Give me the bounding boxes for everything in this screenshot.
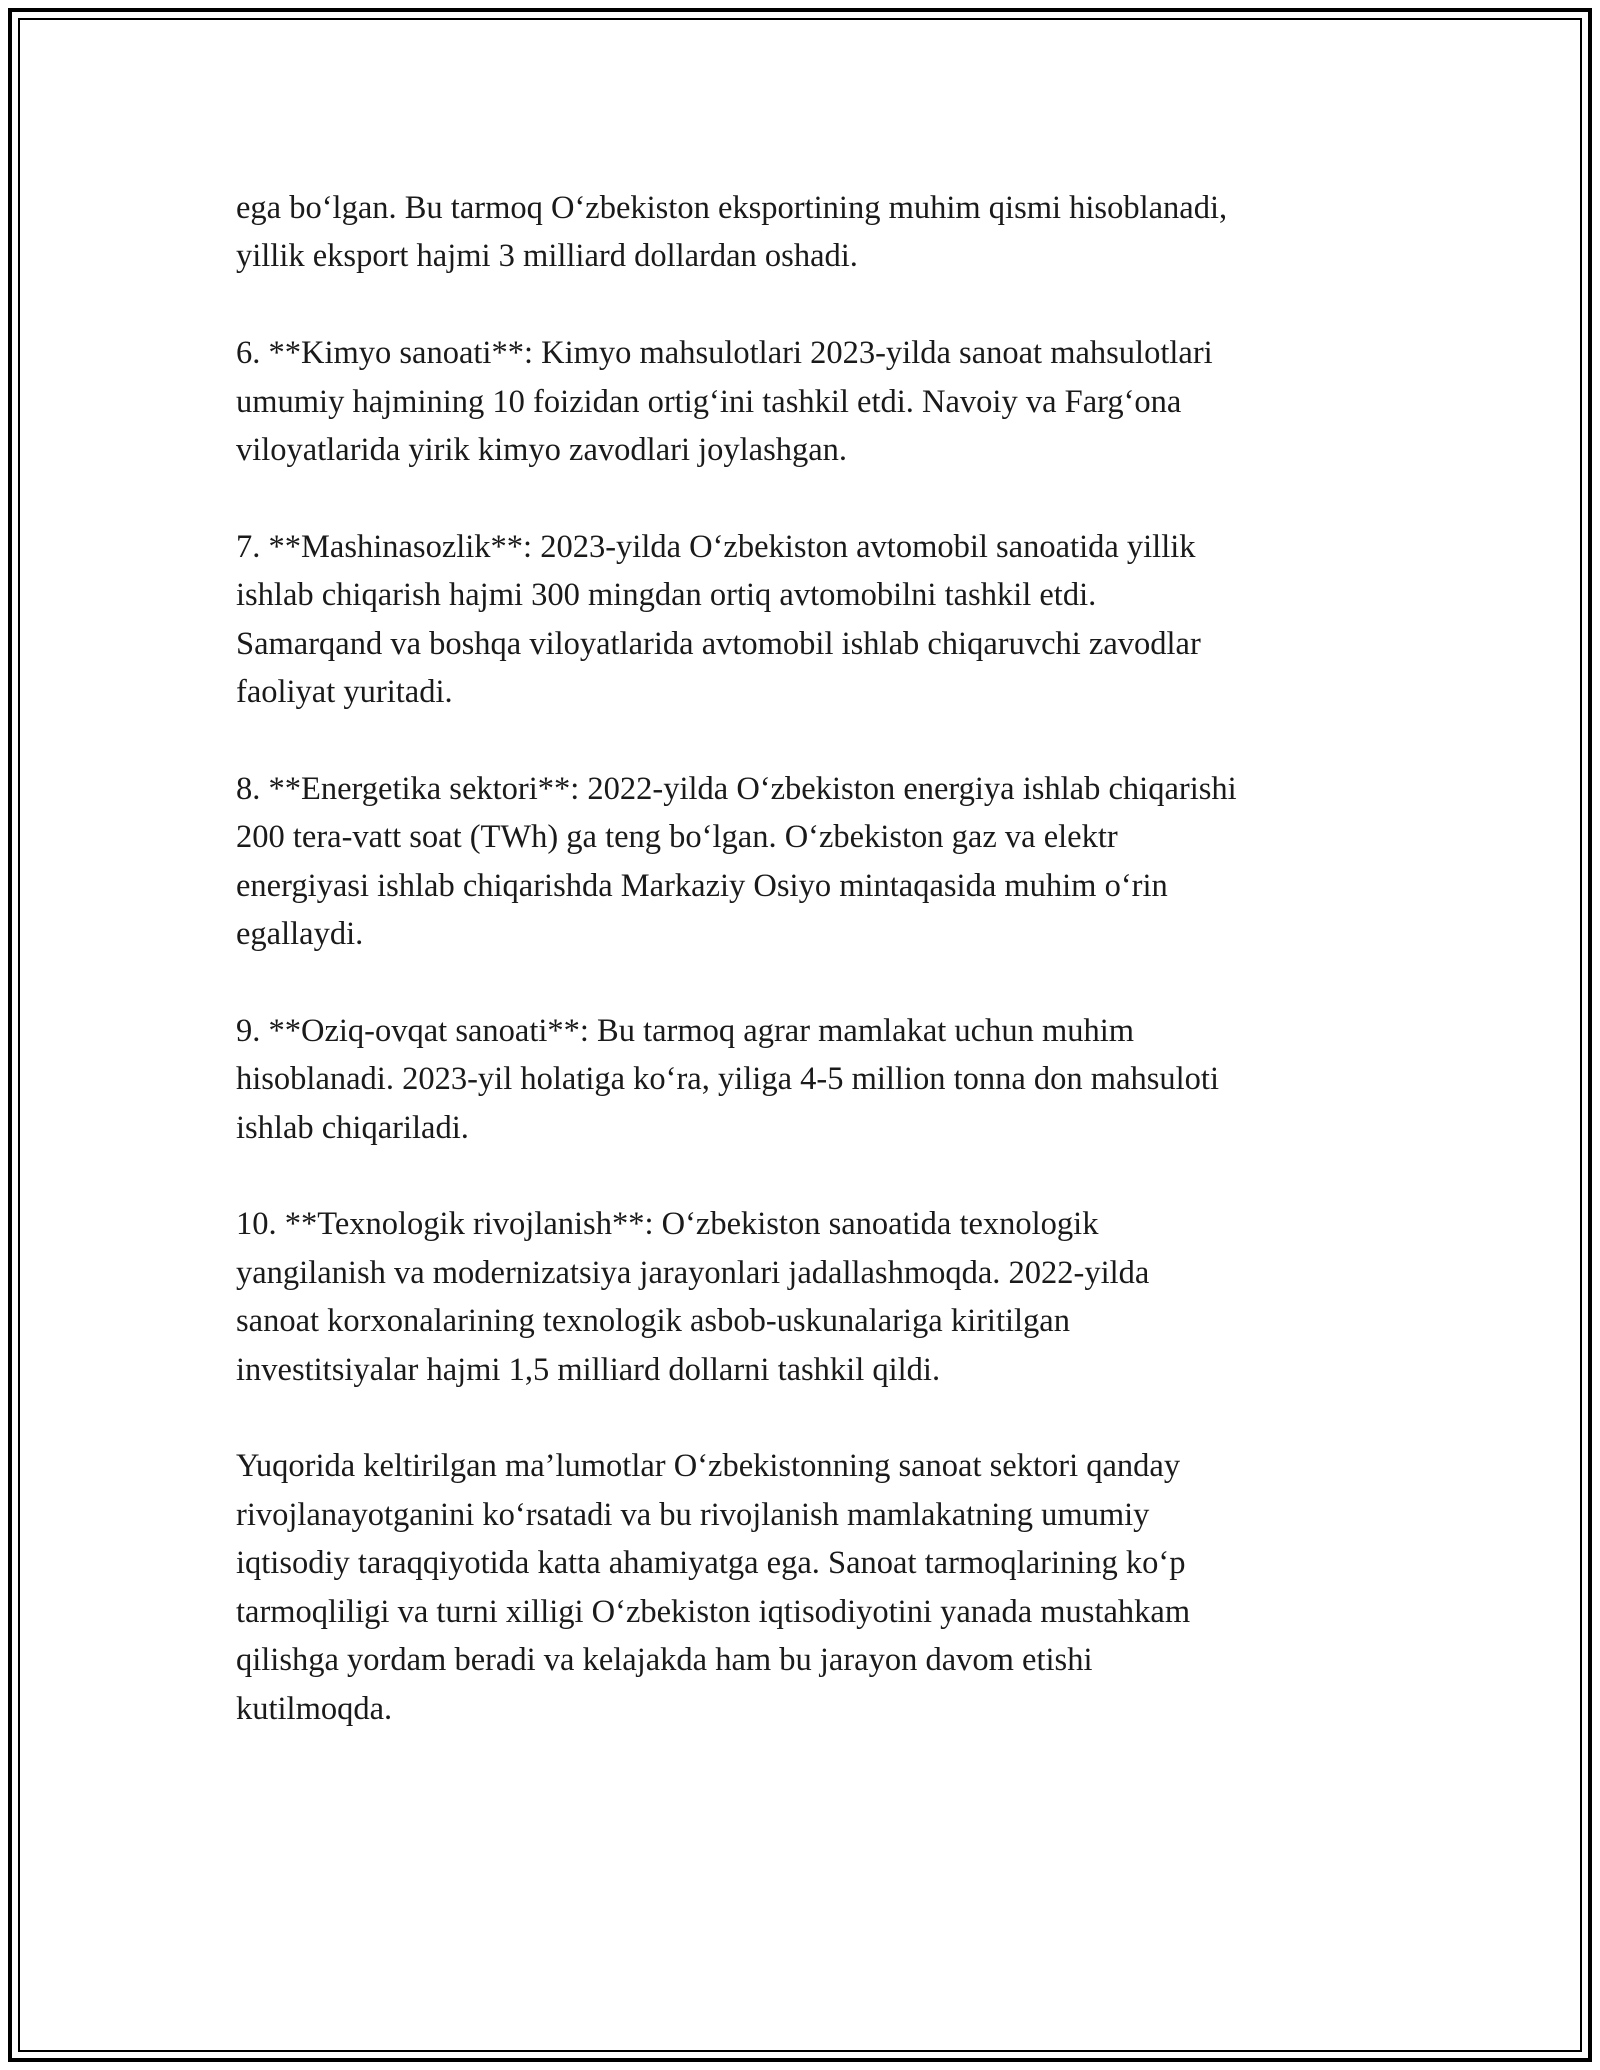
paragraph-chemical-industry: 6. **Kimyo sanoati**: Kimyo mahsulotlari 2023-yilda sanoat mahsulotlari umumiy hajmining 10 foizidan ortig‘ini tashkil etdi. Navoiy va Farg‘ona viloyatlarida yirik kimyo zavodlari joylashgan. <box>236 335 1213 469</box>
paragraph-export-continuation: ega bo‘lgan. Bu tarmoq O‘zbekiston eksportining muhim qismi hisoblanadi, yillik eksport hajmi 3 milliard dollardan oshadi. <box>236 190 1228 275</box>
paragraph-mechanical-engineering: 7. **Mashinasozlik**: 2023-yilda O‘zbekiston avtomobil sanoatida yillik ishlab chiqarish hajmi 300 mingdan ortiq avtomobilni tashkil etdi. Samarqand va boshqa viloyatlarida avtomobil ishlab chiqaruvchi zavodlar faoliyat yuritadi. <box>236 528 1201 711</box>
document-body <box>236 184 1386 1781</box>
paragraph-energy-sector: 8. **Energetika sektori**: 2022-yilda O‘zbekiston energiya ishlab chiqarishi 200 tera-vatt soat (TWh) ga teng bo‘lgan. O‘zbekiston gaz va elektr energiyasi ishlab chiqarishda Markaziy Osiyo mintaqasida muhim o‘rin egallaydi. <box>236 770 1237 953</box>
paragraph-technological-development: 10. **Texnologik rivojlanish**: O‘zbekiston sanoatida texnologik yangilanish va modernizatsiya jarayonlari jadallashmoqda. 2022-yilda sanoat korxonalarining texnologik asbob-uskunalariga kiritilgan investitsiyalar hajmi 1,5 milliard dollarni tashkil qildi. <box>236 1206 1150 1388</box>
paragraph-food-industry: 9. **Oziq-ovqat sanoati**: Bu tarmoq agrar mamlakat uchun muhim hisoblanadi. 2023-yil holatiga ko‘ra, yiliga 4-5 million tonna don mahsuloti ishlab chiqariladi. <box>236 1012 1219 1146</box>
paragraph-conclusion: Yuqorida keltirilgan ma’lumotlar O‘zbekistonning sanoat sektori qanday rivojlanayotganini ko‘rsatadi va bu rivojlanish mamlakatning umumiy iqtisodiy taraqqiyotida katta ahamiyatga ega. Sanoat tarmoqlarining ko‘p tarmoqliligi va turni xilligi O‘zbekiston iqtisodiyotini yanada mustahkam qilishga yordam beradi va kelajakda ham bu jarayon davom etishi kutilmoqda. <box>236 1448 1191 1727</box>
